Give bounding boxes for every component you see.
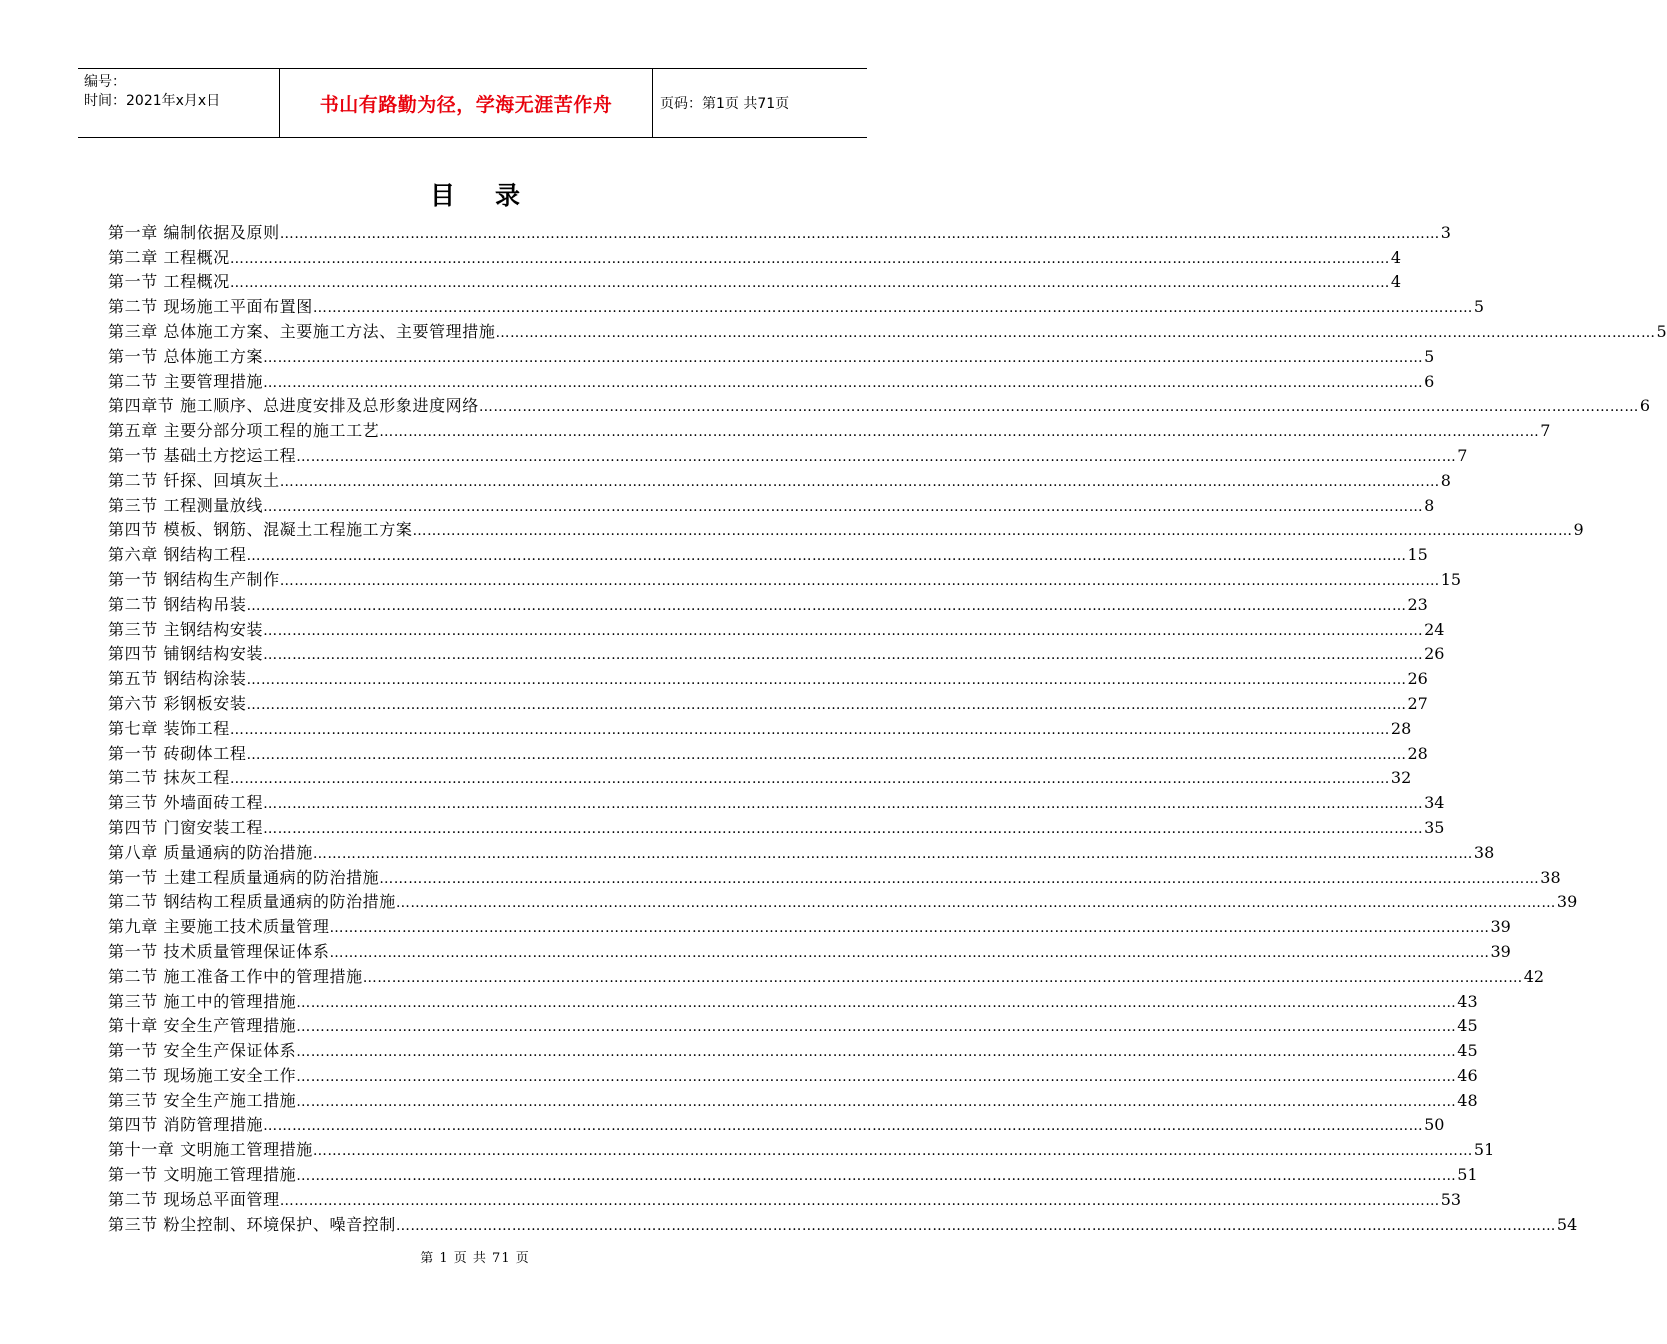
toc-entry [108, 962, 1545, 987]
toc-entry-page-number: 4 [1390, 272, 1402, 292]
toc-entry-page-number: 51 [1457, 1165, 1478, 1185]
toc-entry-title: 第二节 施工准备工作中的管理措施 [108, 966, 363, 986]
toc-dot-leader: …………………………………………………………………………………………………………………………………………………………………………………………………………………… [279, 572, 1440, 589]
header-meta [84, 73, 280, 111]
toc-entry [108, 590, 1428, 615]
toc-entry [108, 937, 1511, 962]
toc-entry [108, 813, 1445, 838]
toc-entry-page-number: 26 [1407, 669, 1428, 689]
document-time-label: 时间：2021年x月x日 [84, 93, 221, 109]
toc-dot-leader: …………………………………………………………………………………………………………………………………………………………………………………………………………………… [246, 548, 1407, 565]
toc-entry-title: 第二节 主要管理措施 [108, 371, 264, 391]
toc-dot-leader: …………………………………………………………………………………………………………………………………………………………………………………………………………………… [296, 1093, 1457, 1110]
toc-entry-page-number: 38 [1540, 867, 1561, 887]
toc-entry [108, 292, 1485, 317]
toc-entry-page-number: 43 [1457, 991, 1478, 1011]
toc-entry-page-number: 39 [1556, 892, 1578, 912]
toc-entry [108, 838, 1495, 863]
toc-entry-title: 第二章 工程概况 [108, 247, 230, 267]
toc-entry [108, 540, 1428, 565]
toc-dot-leader: …………………………………………………………………………………………………………………………………………………………………………………………………………………… [246, 597, 1407, 614]
toc-dot-leader: …………………………………………………………………………………………………………………………………………………………………………………………………………………… [263, 349, 1424, 366]
toc-entry-page-number: 7 [1457, 445, 1468, 465]
toc-entry-page-number: 27 [1407, 693, 1428, 713]
toc-entry-page-number: 39 [1490, 917, 1511, 937]
toc-dot-leader: …………………………………………………………………………………………………………………………………………………………………………………………………………………… [263, 796, 1424, 813]
toc-entry-page-number: 9 [1573, 520, 1584, 540]
toc-entry-title: 第三章 总体施工方案、主要施工方法、主要管理措施 [108, 321, 496, 341]
toc-dot-leader: …………………………………………………………………………………………………………………………………………………………………………………………………………………… [296, 1044, 1457, 1061]
toc-entry-title: 第十章 安全生产管理措施 [108, 1016, 297, 1036]
toc-entry-page-number: 35 [1424, 817, 1445, 837]
toc-dot-leader: …………………………………………………………………………………………………………………………………………………………………………………………………………………… [495, 324, 1656, 341]
toc-entry-title: 第二节 钢结构吊装 [108, 594, 247, 614]
toc-entry-page-number: 3 [1440, 222, 1451, 242]
toc-entry-title: 第一节 钢结构生产制作 [108, 569, 280, 589]
toc-entry-page-number: 28 [1390, 718, 1412, 738]
toc-entry-title: 第一节 土建工程质量通病的防治措施 [108, 867, 380, 887]
toc-dot-leader: …………………………………………………………………………………………………………………………………………………………………………………………………………………… [229, 250, 1390, 267]
toc-entry-page-number: 42 [1523, 966, 1545, 986]
toc-entry-title: 第一节 技术质量管理保证体系 [108, 941, 330, 961]
toc-entry-title: 第一节 文明施工管理措施 [108, 1165, 297, 1185]
toc-entry-page-number: 24 [1424, 619, 1445, 639]
toc-entry-page-number: 15 [1407, 545, 1428, 565]
toc-entry-page-number: 4 [1390, 247, 1402, 267]
toc-dot-leader: …………………………………………………………………………………………………………………………………………………………………………………………………………………… [296, 1168, 1457, 1185]
toc-dot-leader: …………………………………………………………………………………………………………………………………………………………………………………………………………………… [478, 399, 1639, 416]
toc-entry-title: 第一节 砖砌体工程 [108, 743, 247, 763]
toc-dot-leader: …………………………………………………………………………………………………………………………………………………………………………………………………………………… [362, 969, 1523, 986]
toc-entry [108, 317, 1667, 342]
toc-entry-title: 第一章 编制依据及原则 [108, 222, 280, 242]
toc-entry-title: 第三节 外墙面砖工程 [108, 793, 264, 813]
toc-dot-leader: …………………………………………………………………………………………………………………………………………………………………………………………………………………… [296, 1019, 1457, 1036]
toc-dot-leader: …………………………………………………………………………………………………………………………………………………………………………………………………………………… [395, 1217, 1556, 1234]
toc-entry-title: 第三节 主钢结构安装 [108, 619, 264, 639]
toc-entry-page-number: 34 [1424, 793, 1445, 813]
toc-entry-title: 第三节 施工中的管理措施 [108, 991, 297, 1011]
toc-entry [108, 863, 1561, 888]
toc-dot-leader: …………………………………………………………………………………………………………………………………………………………………………………………………………………… [246, 696, 1407, 713]
toc-dot-leader: …………………………………………………………………………………………………………………………………………………………………………………………………………………… [263, 498, 1424, 515]
toc-entry-page-number: 48 [1457, 1090, 1478, 1110]
toc-dot-leader: …………………………………………………………………………………………………………………………………………………………………………………………………………………… [279, 473, 1440, 490]
toc-dot-leader: …………………………………………………………………………………………………………………………………………………………………………………………………………………… [279, 1192, 1440, 1209]
toc-dot-leader: …………………………………………………………………………………………………………………………………………………………………………………………………………………… [263, 647, 1424, 664]
page-footer: 第 1 页 共 71 页 [420, 1251, 530, 1266]
toc-entry [108, 1185, 1462, 1210]
toc-entry [108, 392, 1651, 417]
toc-entry-title: 第五章 主要分部分项工程的施工工艺 [108, 421, 380, 441]
toc-entry-title: 第五节 钢结构涂装 [108, 669, 247, 689]
toc-entry-title: 第二节 抹灰工程 [108, 768, 230, 788]
toc-entry-title: 第三节 工程测量放线 [108, 495, 264, 515]
toc-dot-leader: …………………………………………………………………………………………………………………………………………………………………………………………………………………… [329, 944, 1490, 961]
toc-entry [108, 491, 1435, 516]
toc-entry-title: 第四节 模板、钢筋、混凝土工程施工方案 [108, 520, 413, 540]
toc-entry-page-number: 26 [1424, 644, 1445, 664]
toc-entry-title: 第七章 装饰工程 [108, 718, 230, 738]
toc-entry [108, 367, 1435, 392]
toc-entry-title: 第十一章 文明施工管理措施 [108, 1140, 313, 1160]
toc-entry [108, 764, 1412, 789]
toc-entry-title: 第二节 钎探、回填灰土 [108, 470, 280, 490]
toc-entry [108, 987, 1478, 1012]
toc-entry-title: 第一节 基础土方挖运工程 [108, 445, 297, 465]
toc-entry-page-number: 23 [1407, 594, 1428, 614]
toc-entry [108, 912, 1511, 937]
toc-entry-title: 第一节 总体施工方案 [108, 346, 264, 366]
toc-entry-page-number: 8 [1424, 495, 1435, 515]
toc-entry-page-number: 6 [1639, 396, 1651, 416]
toc-entry-page-number: 28 [1407, 743, 1428, 763]
toc-dot-leader: …………………………………………………………………………………………………………………………………………………………………………………………………………………… [263, 374, 1424, 391]
toc-dot-leader: …………………………………………………………………………………………………………………………………………………………………………………………………………………… [312, 845, 1473, 862]
toc-dot-leader: …………………………………………………………………………………………………………………………………………………………………………………………………………………… [412, 523, 1573, 540]
toc-entry [108, 1210, 1578, 1235]
toc-dot-leader: …………………………………………………………………………………………………………………………………………………………………………………………………………………… [329, 920, 1490, 937]
toc-dot-leader: …………………………………………………………………………………………………………………………………………………………………………………………………………………… [379, 424, 1540, 441]
toc-entry [108, 888, 1578, 913]
toc-entry [108, 466, 1451, 491]
toc-dot-leader: …………………………………………………………………………………………………………………………………………………………………………………………………………………… [246, 746, 1407, 763]
toc-entry-title: 第二节 现场施工平面布置图 [108, 297, 313, 317]
toc-entry [108, 1160, 1478, 1185]
toc-entry-page-number: 15 [1440, 569, 1462, 589]
toc-entry [108, 615, 1445, 640]
toc-entry-title: 第二节 现场总平面管理 [108, 1189, 280, 1209]
toc-dot-leader: …………………………………………………………………………………………………………………………………………………………………………………………………………………… [279, 225, 1440, 242]
toc-title: 目录 [429, 181, 560, 210]
toc-entry [108, 342, 1435, 367]
table-of-contents [108, 218, 1667, 1235]
toc-dot-leader: …………………………………………………………………………………………………………………………………………………………………………………………………………………… [395, 895, 1556, 912]
toc-entry [108, 664, 1428, 689]
toc-entry-title: 第九章 主要施工技术质量管理 [108, 917, 330, 937]
toc-entry [108, 268, 1402, 293]
toc-entry [108, 739, 1428, 764]
toc-dot-leader: …………………………………………………………………………………………………………………………………………………………………………………………………………………… [263, 1118, 1424, 1135]
toc-entry-page-number: 5 [1473, 297, 1485, 317]
toc-entry-page-number: 46 [1457, 1065, 1478, 1085]
toc-entry [108, 788, 1445, 813]
toc-dot-leader: …………………………………………………………………………………………………………………………………………………………………………………………………………………… [229, 771, 1390, 788]
toc-entry-page-number: 7 [1540, 421, 1551, 441]
toc-entry-page-number: 5 [1424, 346, 1435, 366]
toc-entry [108, 1012, 1478, 1037]
toc-dot-leader: …………………………………………………………………………………………………………………………………………………………………………………………………………………… [229, 275, 1390, 292]
toc-entry-page-number: 51 [1473, 1140, 1495, 1160]
toc-dot-leader: …………………………………………………………………………………………………………………………………………………………………………………………………………………… [296, 1068, 1457, 1085]
toc-entry [108, 714, 1412, 739]
toc-entry-title: 第三节 粉尘控制、环境保护、噪音控制 [108, 1214, 396, 1234]
toc-dot-leader: …………………………………………………………………………………………………………………………………………………………………………………………………………………… [312, 300, 1473, 317]
toc-entry-title: 第一节 安全生产保证体系 [108, 1041, 297, 1061]
toc-entry-page-number: 45 [1457, 1016, 1478, 1036]
toc-entry [108, 218, 1451, 243]
toc-entry [108, 416, 1551, 441]
toc-entry-title: 第一节 工程概况 [108, 272, 230, 292]
toc-entry-page-number: 45 [1457, 1041, 1478, 1061]
toc-entry [108, 516, 1584, 541]
toc-entry [108, 243, 1402, 268]
toc-entry [108, 565, 1462, 590]
toc-entry-title: 第二节 钢结构工程质量通病的防治措施 [108, 892, 396, 912]
toc-entry-page-number: 8 [1440, 470, 1451, 490]
toc-dot-leader: …………………………………………………………………………………………………………………………………………………………………………………………………………………… [296, 994, 1457, 1011]
toc-entry [108, 689, 1428, 714]
toc-entry-page-number: 5 [1656, 321, 1667, 341]
toc-entry [108, 441, 1468, 466]
toc-entry [108, 1036, 1478, 1061]
toc-entry [108, 640, 1445, 665]
toc-entry [108, 1135, 1495, 1160]
toc-dot-leader: …………………………………………………………………………………………………………………………………………………………………………………………………………………… [379, 870, 1540, 887]
toc-entry [108, 1086, 1478, 1111]
toc-entry-page-number: 54 [1556, 1214, 1578, 1234]
toc-entry-page-number: 53 [1440, 1189, 1462, 1209]
toc-dot-leader: …………………………………………………………………………………………………………………………………………………………………………………………………………………… [312, 1143, 1473, 1160]
document-number-label: 编号： [84, 74, 126, 90]
toc-entry-title: 第六节 彩钢板安装 [108, 693, 247, 713]
toc-entry [108, 1111, 1445, 1136]
toc-entry [108, 1061, 1478, 1086]
toc-entry-page-number: 6 [1424, 371, 1435, 391]
toc-entry-page-number: 32 [1390, 768, 1412, 788]
toc-entry-page-number: 39 [1490, 941, 1511, 961]
toc-entry-title: 第二节 现场施工安全工作 [108, 1065, 297, 1085]
header-motto: 书山有路勤为径，学海无涯苦作舟 [279, 69, 653, 137]
toc-entry-page-number: 50 [1424, 1115, 1445, 1135]
toc-entry-title: 第四节 铺钢结构安装 [108, 644, 264, 664]
toc-entry-title: 第四节 消防管理措施 [108, 1115, 264, 1135]
toc-entry-title: 第六章 钢结构工程 [108, 545, 247, 565]
toc-dot-leader: …………………………………………………………………………………………………………………………………………………………………………………………………………………… [263, 622, 1424, 639]
toc-entry-title: 第八章 质量通病的防治措施 [108, 842, 313, 862]
toc-dot-leader: …………………………………………………………………………………………………………………………………………………………………………………………………………………… [246, 672, 1407, 689]
toc-dot-leader: …………………………………………………………………………………………………………………………………………………………………………………………………………………… [296, 448, 1457, 465]
toc-dot-leader: …………………………………………………………………………………………………………………………………………………………………………………………………………………… [263, 820, 1424, 837]
header-page-info: 页码：第1页 共71页 [660, 96, 790, 112]
page-header [78, 68, 867, 138]
toc-dot-leader: …………………………………………………………………………………………………………………………………………………………………………………………………………………… [229, 721, 1390, 738]
toc-entry-title: 第四章节 施工顺序、总进度安排及总形象进度网络 [108, 396, 479, 416]
toc-entry-title: 第三节 安全生产施工措施 [108, 1090, 297, 1110]
toc-entry-page-number: 38 [1473, 842, 1495, 862]
toc-entry-title: 第四节 门窗安装工程 [108, 817, 264, 837]
